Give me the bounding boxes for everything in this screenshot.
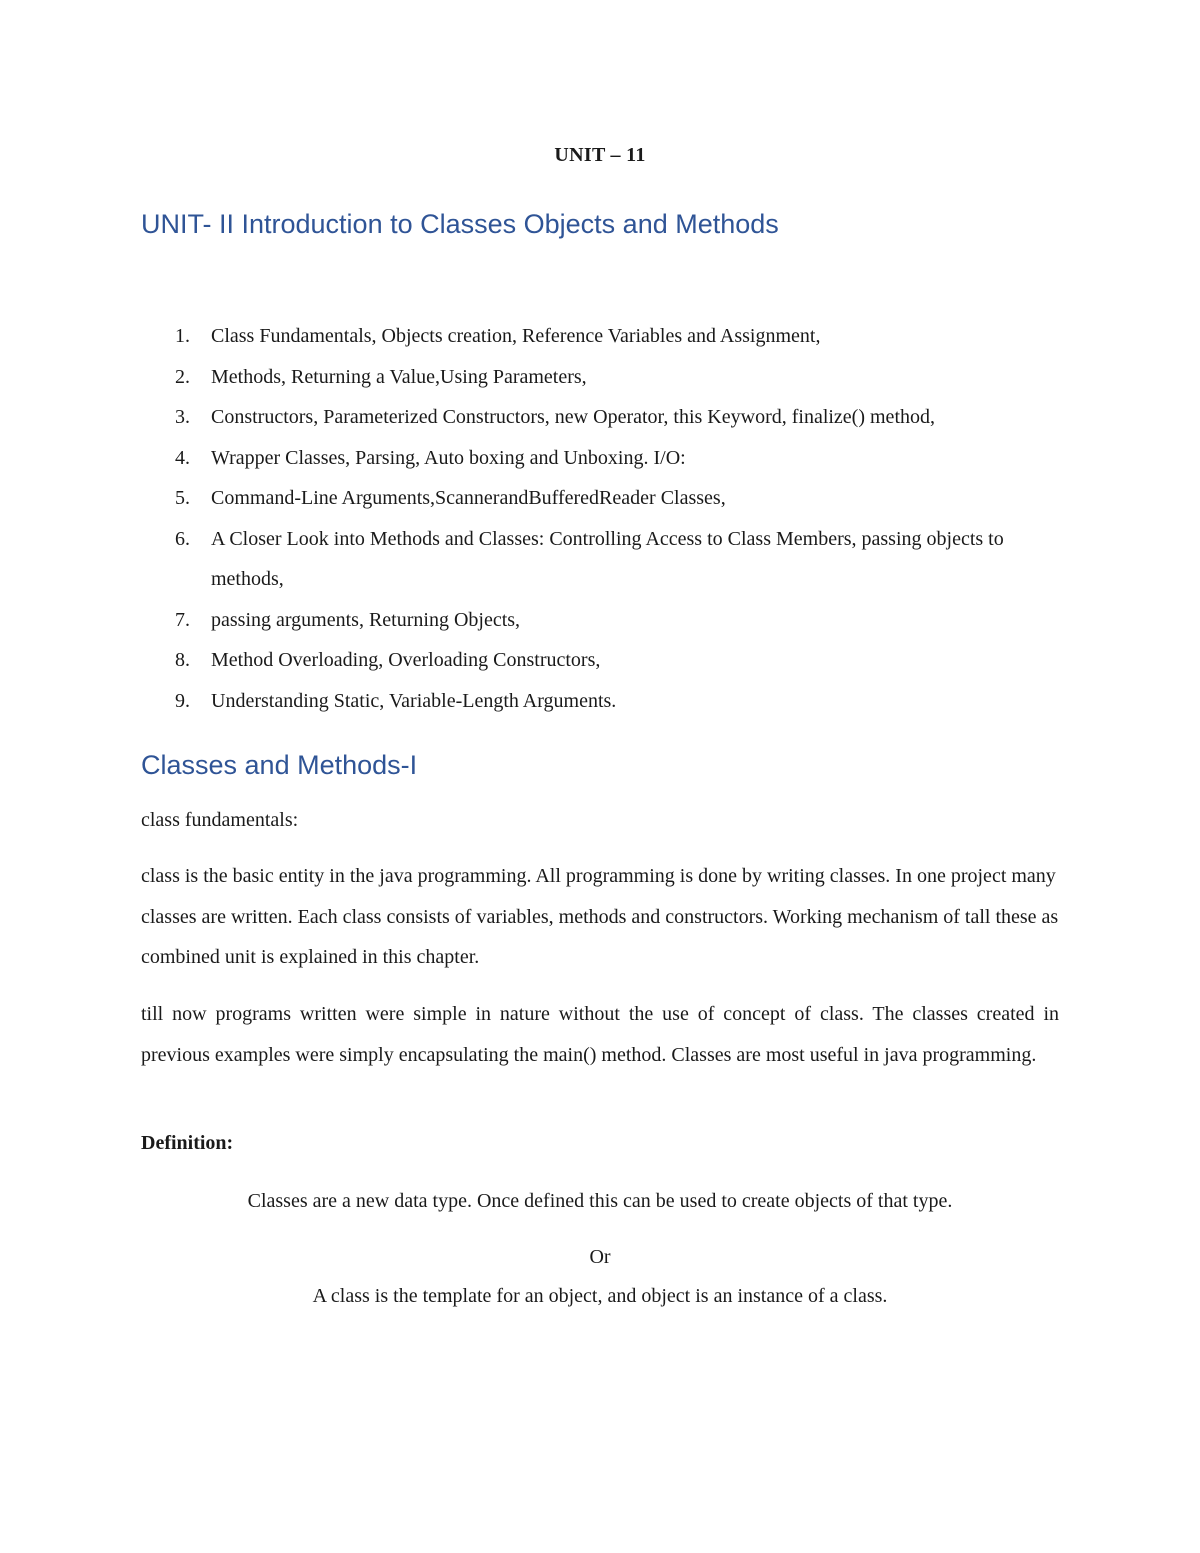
list-number: 8. [175,649,190,671]
list-item-text: Method Overloading, Overloading Constructors, [211,649,601,671]
list-number: 9. [175,689,190,712]
list-item [141,519,1066,600]
paragraph-previous-programs: till now programs written were simple in nature without the use of concept of class. The classes created in previous examples were simply encapsulating the main() method. Classes are most useful in java programming. [141,1003,1059,1066]
list-number: 6. [175,527,190,550]
list-item-text: A Closer Look into Methods and Classes: Controlling Access to Class Members, passing objects to methods, [211,527,1004,590]
list-item-text: Methods, Returning a Value,Using Parameters, [211,365,587,388]
definition-text-2: A class is the template for an object, and object is an instance of a class. [312,1285,888,1307]
list-item [141,640,1066,681]
definition-or: Or [589,1246,611,1268]
intro-label: class fundamentals: [141,809,299,831]
list-item-text: passing arguments, Returning Objects, [211,608,521,631]
list-item [141,438,1066,479]
list-item [141,600,1066,641]
list-number: 4. [175,446,190,469]
main-heading: UNIT- II Introduction to Classes Objects and Methods [141,209,779,239]
list-item-text: Understanding Static, Variable-Length Arguments. [211,689,617,712]
list-number: 7. [175,608,190,631]
list-item [141,681,1066,722]
list-number: 5. [175,487,190,509]
list-number: 2. [175,365,190,388]
list-number: 3. [175,406,190,428]
list-item [141,357,1066,398]
list-item-text: Constructors, Parameterized Constructors, new Operator, this Keyword, finalize() method, [211,406,935,428]
list-item [141,316,1066,357]
list-item-text: Command-Line Arguments,ScannerandBufferedReader Classes, [211,487,726,509]
unit-label: UNIT – 11 [554,144,646,166]
paragraph-class-basics: class is the basic entity in the java programming. All programming is done by writing classes. In one project many classes are written. Each class consists of variables, methods and constructors. Working mechanism of tall these as combined unit is explained in this chapter. [141,865,1059,968]
list-item [141,478,1066,519]
list-item [141,397,1066,438]
section-heading: Classes and Methods-I [141,750,418,780]
topic-list [141,316,1066,721]
definition-label: Definition: [141,1132,234,1154]
list-item-text: Class Fundamentals, Objects creation, Reference Variables and Assignment, [211,325,821,347]
list-number: 1. [175,325,190,347]
list-item-text: Wrapper Classes, Parsing, Auto boxing and Unboxing. I/O: [211,446,686,469]
definition-text-1: Classes are a new data type. Once defined this can be used to create objects of that type. [247,1190,953,1212]
